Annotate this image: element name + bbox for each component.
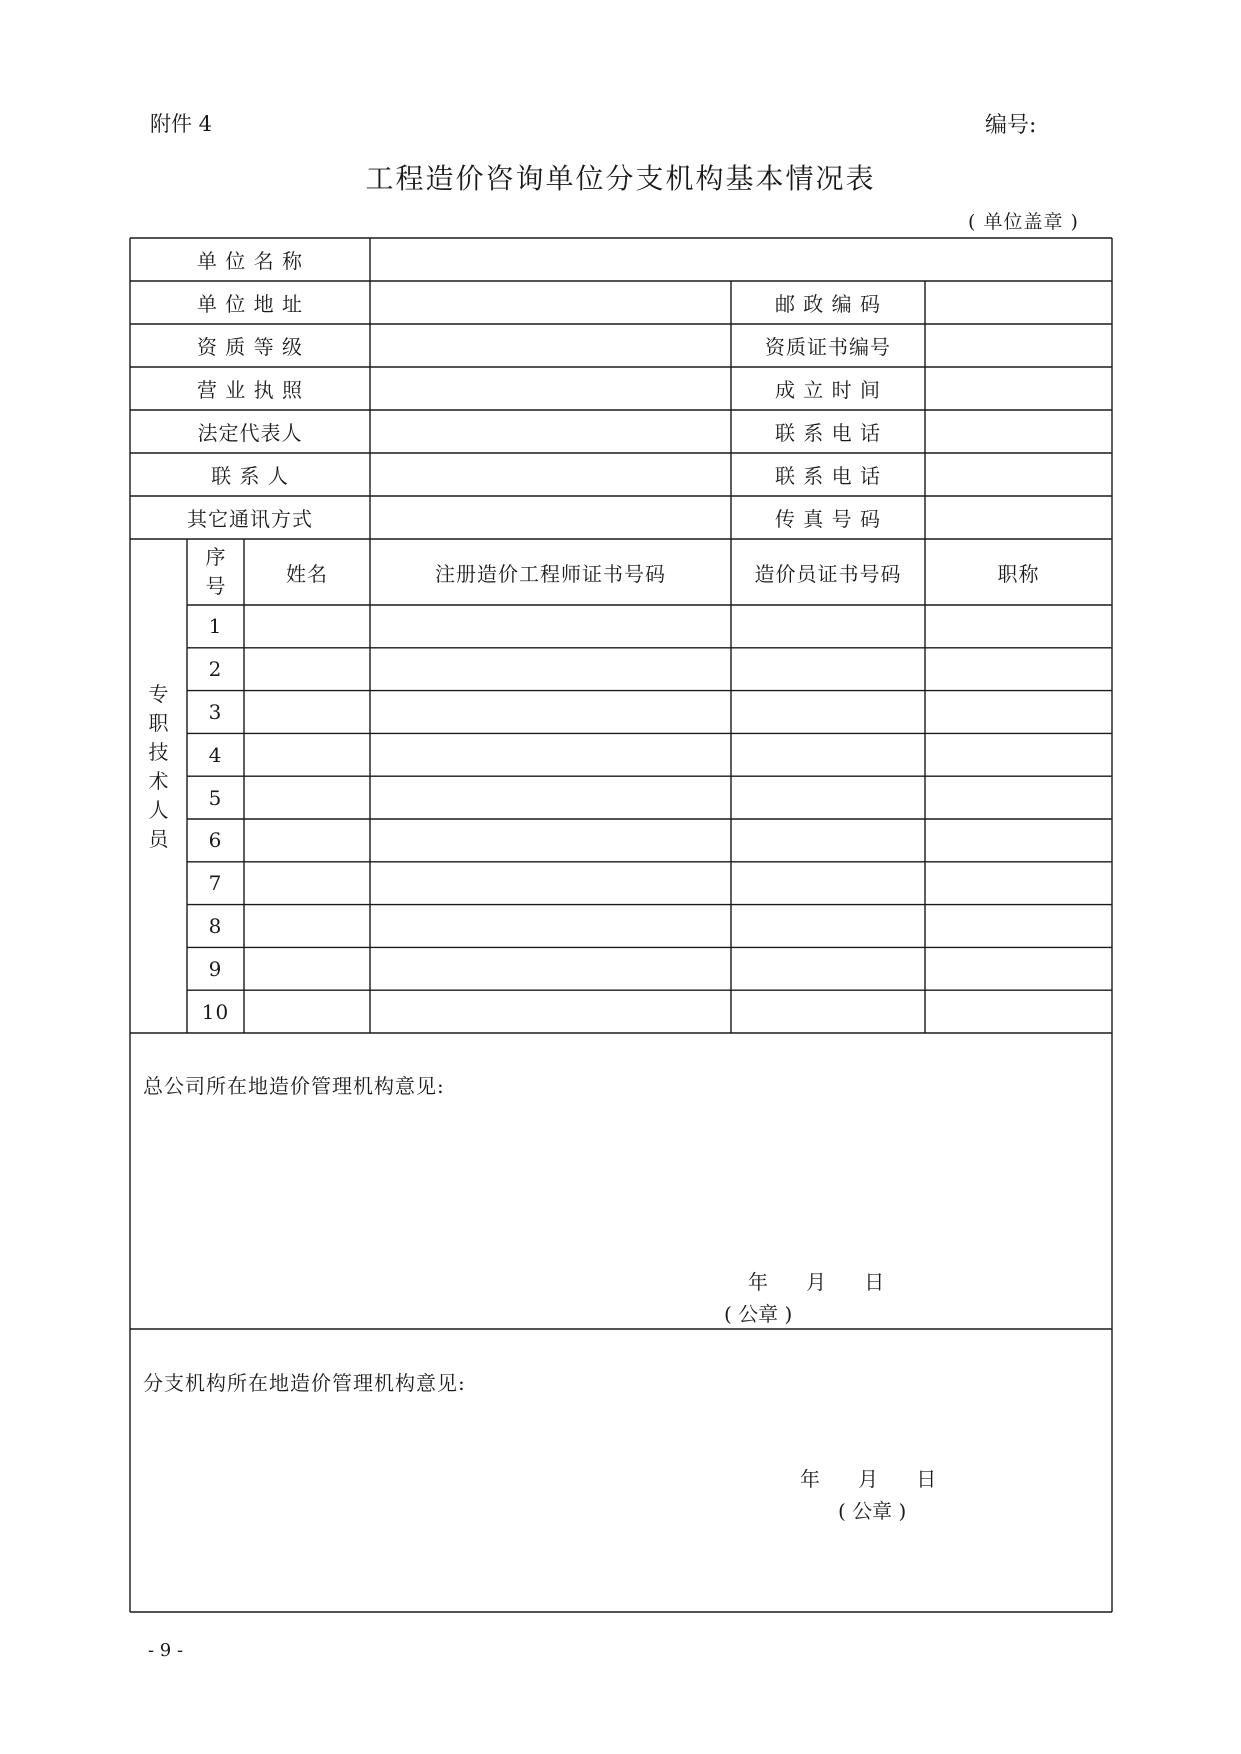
staff-section-label-char: 人	[148, 798, 169, 822]
info-value-field	[925, 410, 1112, 453]
staff-name-field	[244, 776, 370, 819]
opinion-label: 总公司所在地造价管理机构意见:	[143, 1074, 445, 1098]
seal-note: ( 单位盖章 )	[968, 211, 1079, 233]
info-label: 邮 政 编 码	[774, 292, 882, 316]
staff-header-seq	[198, 543, 234, 601]
form-number-label: 编号:	[985, 113, 1037, 138]
staff-name-field	[244, 905, 370, 948]
info-label: 联 系 电 话	[774, 464, 882, 488]
staff-name-field	[244, 862, 370, 905]
staff-header-engineer-cert: 注册造价工程师证书号码	[435, 561, 666, 586]
staff-row-number: 1	[208, 614, 223, 639]
info-label: 联 系 人	[211, 464, 289, 488]
staff-engineer-cert-field	[370, 648, 731, 691]
staff-engineer-cert-field	[370, 905, 731, 948]
info-value-field	[925, 453, 1112, 496]
opinion-date: 年 月 日	[748, 1270, 885, 1294]
staff-row-number: 10	[201, 999, 230, 1024]
opinion-seal: ( 公章 )	[724, 1302, 793, 1326]
staff-name-field	[244, 819, 370, 862]
info-value-field	[370, 367, 731, 410]
staff-cert-field	[731, 862, 925, 905]
staff-engineer-cert-field	[370, 691, 731, 734]
staff-row-number: 7	[208, 871, 223, 896]
info-value-field	[925, 281, 1112, 324]
staff-cert-field	[731, 990, 925, 1033]
staff-title-field	[925, 990, 1112, 1033]
staff-header-name: 姓名	[286, 561, 328, 586]
opinion-label: 分支机构所在地造价管理机构意见:	[143, 1371, 466, 1395]
opinion-date: 年 月 日	[800, 1467, 937, 1491]
staff-section-label-char: 技	[148, 740, 169, 764]
staff-name-field	[244, 605, 370, 648]
staff-engineer-cert-field	[370, 990, 731, 1033]
info-value-field	[370, 324, 731, 367]
staff-cert-field	[731, 648, 925, 691]
info-value-field	[925, 367, 1112, 410]
info-label: 传 真 号 码	[774, 507, 882, 531]
staff-title-field	[925, 862, 1112, 905]
staff-title-field	[925, 733, 1112, 776]
staff-name-field	[244, 691, 370, 734]
staff-section-label-char: 员	[148, 827, 169, 851]
page-title: 工程造价咨询单位分支机构基本情况表	[365, 162, 876, 195]
staff-title-field	[925, 819, 1112, 862]
info-label: 其它通讯方式	[187, 507, 313, 531]
info-label: 法定代表人	[197, 421, 303, 445]
staff-row-number: 9	[208, 956, 223, 981]
staff-cert-field	[731, 605, 925, 648]
staff-engineer-cert-field	[370, 819, 731, 862]
staff-cert-field	[731, 691, 925, 734]
attachment-label: 附件 4	[150, 112, 213, 136]
staff-row-number: 2	[208, 657, 223, 682]
staff-header-seq-char: 号	[205, 574, 226, 598]
staff-engineer-cert-field	[370, 733, 731, 776]
staff-cert-field	[731, 819, 925, 862]
info-label: 资 质 等 级	[196, 335, 304, 359]
opinion-seal: ( 公章 )	[838, 1499, 907, 1523]
staff-title-field	[925, 905, 1112, 948]
staff-title-field	[925, 691, 1112, 734]
staff-section-label	[141, 680, 177, 854]
staff-engineer-cert-field	[370, 862, 731, 905]
staff-title-field	[925, 605, 1112, 648]
staff-cert-field	[731, 733, 925, 776]
staff-section-label-char: 专	[148, 682, 169, 706]
staff-name-field	[244, 947, 370, 990]
staff-engineer-cert-field	[370, 776, 731, 819]
staff-row-number: 3	[208, 699, 223, 724]
staff-title-field	[925, 776, 1112, 819]
staff-engineer-cert-field	[370, 947, 731, 990]
staff-title-field	[925, 648, 1112, 691]
staff-header-title: 职称	[997, 561, 1040, 586]
staff-cert-field	[731, 905, 925, 948]
staff-title-field	[925, 947, 1112, 990]
staff-section-label-char: 术	[148, 769, 169, 793]
staff-row-number: 5	[208, 785, 223, 810]
staff-engineer-cert-field	[370, 605, 731, 648]
info-label: 联 系 电 话	[774, 421, 882, 445]
staff-name-field	[244, 648, 370, 691]
info-value-field	[370, 410, 731, 453]
staff-row-number: 6	[208, 828, 223, 853]
staff-row-number: 8	[208, 913, 223, 938]
staff-name-field	[244, 990, 370, 1033]
info-value-field	[370, 496, 731, 539]
info-value-field	[925, 496, 1112, 539]
staff-cert-field	[731, 776, 925, 819]
info-label: 单 位 名 称	[196, 249, 304, 273]
info-label: 营 业 执 照	[196, 378, 304, 402]
info-label: 成 立 时 间	[774, 378, 882, 402]
staff-header-staff-cert: 造价员证书号码	[754, 561, 902, 586]
info-value-field	[370, 453, 731, 496]
staff-name-field	[244, 733, 370, 776]
page-number: - 9 -	[148, 1640, 184, 1661]
staff-cert-field	[731, 947, 925, 990]
info-value-field	[925, 324, 1112, 367]
info-label: 单 位 地 址	[196, 292, 304, 316]
info-value-field	[370, 281, 731, 324]
staff-section-label-char: 职	[148, 711, 169, 735]
info-label: 资质证书编号	[765, 335, 891, 359]
staff-header-seq-char: 序	[205, 545, 226, 569]
staff-row-number: 4	[208, 742, 223, 767]
info-value-field	[370, 238, 1112, 281]
